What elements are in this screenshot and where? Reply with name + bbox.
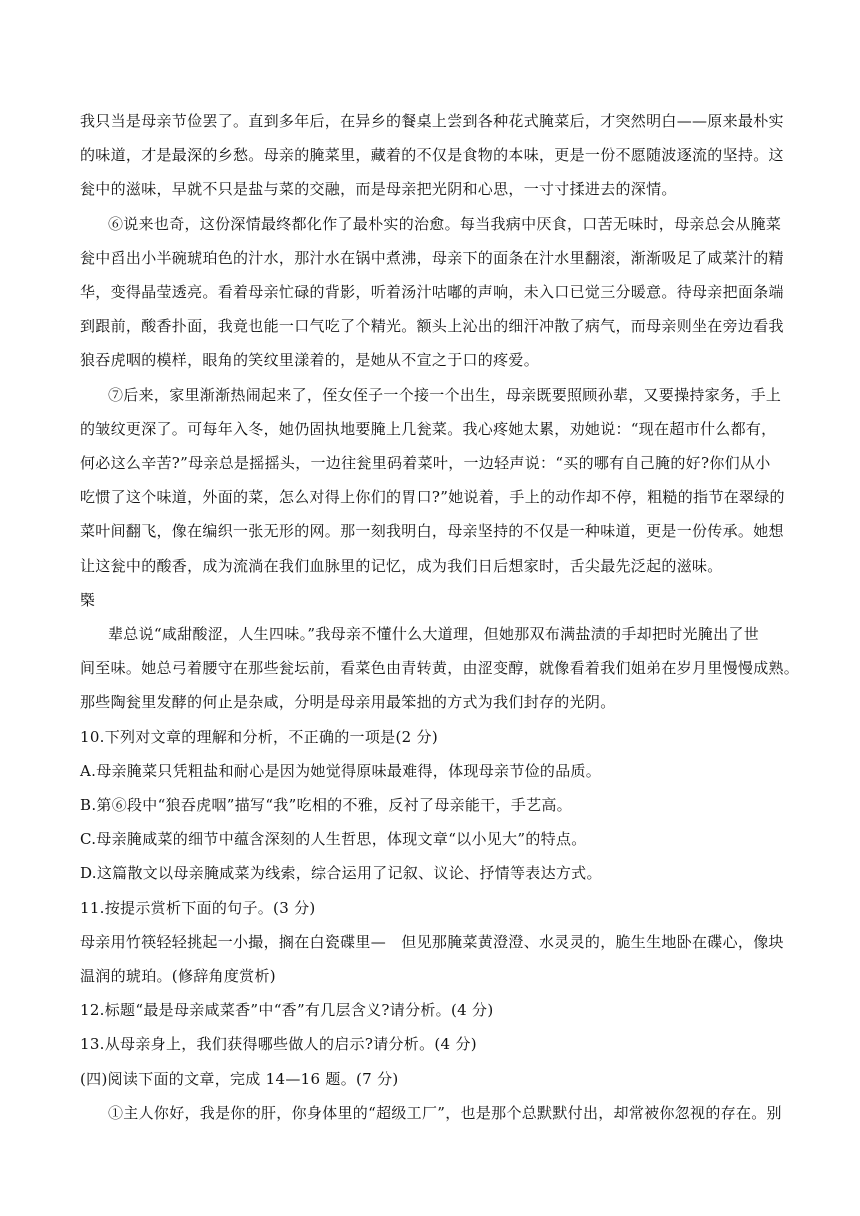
- paragraph-line: 我只当是母亲节俭罢了。直到多年后，在异乡的餐桌上尝到各种花式腌菜后，才突然明白——原来最朴实: [80, 112, 784, 130]
- paragraph-line: 的皱纹更深了。可每年入冬，她仍固执地要腌上几瓮菜。我心疼她太累，劝她说：“现在超市什么都有，: [80, 420, 777, 438]
- paragraph-line: 何必这么辛苦?”母亲总是摇摇头，一边往瓮里码着菜叶，一边轻声说：“买的哪有自己腌的好?你们从小: [80, 454, 771, 472]
- paragraph-line: 瓮中舀出小半碗琥珀色的汁水，那汁水在锅中煮沸，母亲下的面条在汁水里翻滚，渐渐吸足了咸菜汁的精: [80, 249, 784, 267]
- paragraph-line: 的味道，才是最深的乡愁。母亲的腌菜里，藏着的不仅是食物的本味，更是一份不愿随波逐流的坚持。这: [80, 146, 784, 164]
- section-heading: (四)阅读下面的文章，完成 14—16 题。(7 分): [80, 1070, 399, 1088]
- paragraph-line: 到跟前，酸香扑面，我竟也能一口气吃了个精光。额头上沁出的细汗冲散了病气，而母亲则坐在旁边看我: [80, 317, 784, 335]
- question-13: 13.从母亲身上，我们获得哪些做人的启示?请分析。(4 分): [80, 1035, 477, 1053]
- paragraph-line: 华，变得晶莹透亮。看着母亲忙碌的背影，听着汤汁咕嘟的声响，未入口已觉三分暖意。待母亲把面条端: [80, 283, 784, 301]
- paragraph-line: 狼吞虎咽的模样，眼角的笑纹里漾着的，是她从不宣之于口的疼爱。: [80, 351, 540, 369]
- option-a: A.母亲腌菜只凭粗盐和耐心是因为她觉得原味最难得，体现母亲节俭的品质。: [80, 762, 602, 780]
- option-c: C.母亲腌咸菜的细节中蕴含深刻的人生哲思，体现文章“以小见大”的特点。: [80, 830, 587, 848]
- paragraph-line: 那些陶瓮里发酵的何止是杂咸，分明是母亲用最笨拙的方式为我们封存的光阴。: [80, 693, 616, 711]
- option-b: B.第⑥段中“狼吞虎咽”描写“我”吃相的不雅，反衬了母亲能干，手艺高。: [80, 796, 572, 814]
- question-10: 10.下列对文章的理解和分析，不正确的一项是(2 分): [80, 728, 438, 746]
- stray-character: 㮣: [80, 591, 96, 609]
- paragraph-line: 菜叶间翻飞，像在编织一张无形的网。那一刻我明白，母亲坚持的不仅是一种味道，更是一份传承。她想: [80, 522, 784, 540]
- question-11: 11.按提示赏析下面的句子。(3 分): [80, 899, 316, 917]
- paragraph-line: 瓮中的滋味，早就不只是盐与菜的交融，而是母亲把光阴和心思，一寸寸揉进去的深情。: [80, 180, 677, 198]
- paragraph-7-line: ⑦后来，家里渐渐热闹起来了，侄女侄子一个接一个出生，母亲既要照顾孙辈，又要操持家务，手上: [108, 386, 782, 404]
- question-12: 12.标题“最是母亲咸菜香”中“香”有几层含义?请分析。(4 分): [80, 1001, 494, 1019]
- paragraph-line: 辈总说“咸甜酸涩，人生四味。”我母亲不懂什么大道理，但她那双布满盐渍的手却把时光腌出了世: [108, 625, 760, 643]
- option-d: D.这篇散文以母亲腌咸菜为线索，综合运用了记叙、议论、抒情等表达方式。: [80, 864, 602, 882]
- paragraph-1-line: ①主人你好，我是你的肝，你身体里的“超级工厂”，也是那个总默默付出，却常被你忽视的存在。别: [108, 1104, 782, 1122]
- quoted-sentence: 母亲用竹筷轻轻挑起一小撮，搁在白瓷碟里— 但见那腌菜黄澄澄、水灵灵的，脆生生地卧在碟心，像块: [80, 933, 784, 951]
- paragraph-line: 吃惯了这个味道，外面的菜，怎么对得上你们的胃口?”她说着，手上的动作却不停，粗糙的指节在翠绿的: [80, 488, 785, 506]
- paragraph-line: 让这瓮中的酸香，成为流淌在我们血脉里的记忆，成为我们日后想家时，舌尖最先泛起的滋味。: [80, 557, 723, 575]
- paragraph-6-line: ⑥说来也奇，这份深情最终都化作了最朴实的治愈。每当我病中厌食，口苦无味时，母亲总会从腌菜: [108, 215, 782, 233]
- paragraph-line: 间至味。她总弓着腰守在那些瓮坛前，看菜色由青转黄，由涩变醇，就像看着我们姐弟在岁月里慢慢成熟。: [80, 659, 800, 677]
- quoted-sentence: 温润的琥珀。(修辞角度赏析): [80, 967, 276, 985]
